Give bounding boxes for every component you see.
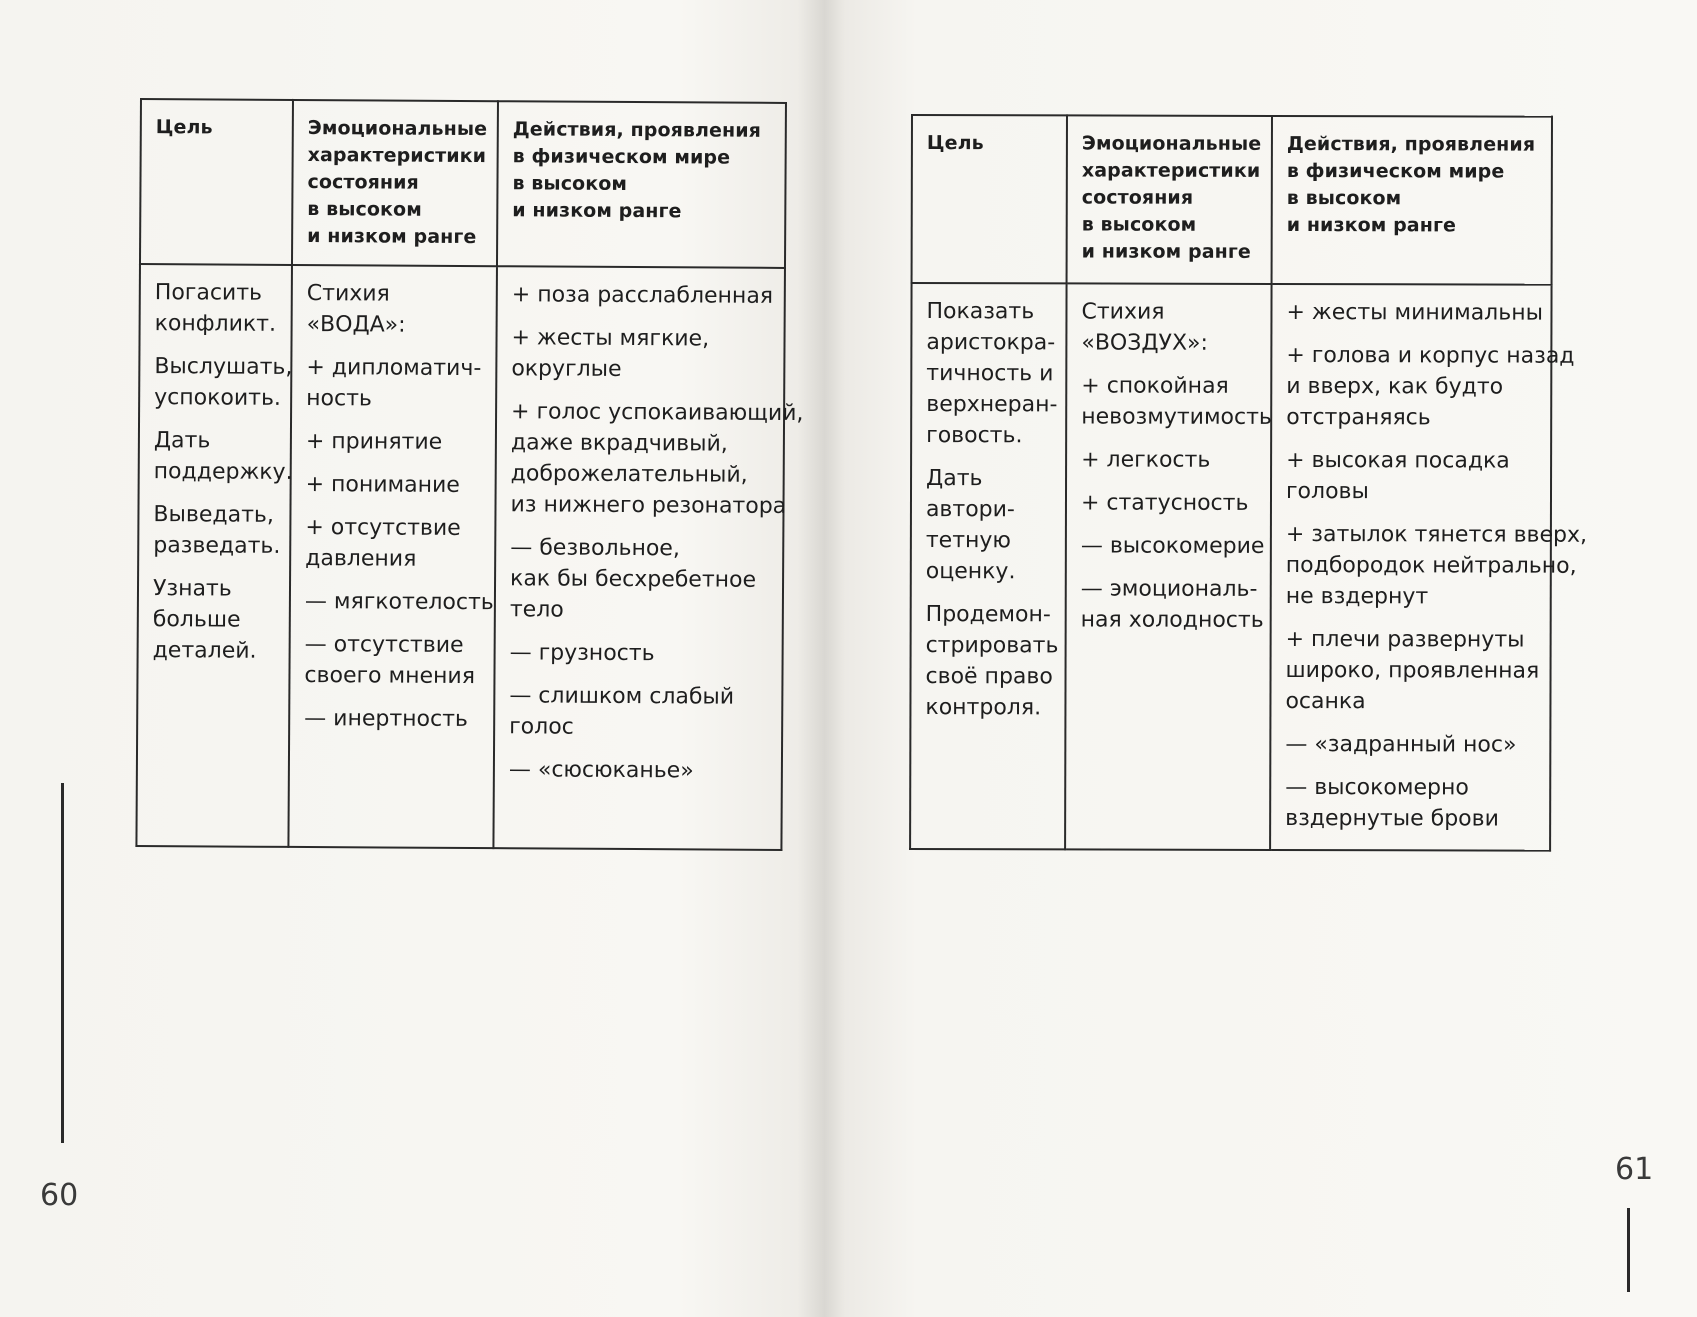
cell-entry	[1286, 445, 1540, 508]
header-physical-actions	[497, 101, 786, 268]
cell-entry	[304, 586, 494, 618]
emotion-cell	[1065, 283, 1271, 850]
cell-line: — мягкотелость	[304, 589, 494, 616]
cell-line: — отсутствие	[304, 632, 464, 658]
header-line: и низком ранге	[307, 225, 477, 249]
cell-line: не вздернут	[1285, 583, 1429, 610]
header-line: состояния	[307, 171, 419, 194]
header-line: состояния	[1081, 186, 1194, 209]
cell-line: + затылок тянется вверх,	[1285, 521, 1588, 548]
rank-table-air	[909, 114, 1588, 852]
cell-line: + жесты минимальны	[1286, 299, 1544, 326]
cell-line: вздернутые брови	[1285, 805, 1499, 832]
header-line: и низком ранге	[1286, 213, 1457, 237]
cell-line: говость.	[926, 423, 1023, 449]
cell-line: — высокомерие	[1080, 533, 1265, 559]
cell-entry	[511, 322, 773, 386]
header-line: Эмоциональные	[307, 117, 488, 141]
page-number: 61	[1615, 1152, 1654, 1187]
cell-line: + плечи развернуты	[1285, 626, 1525, 653]
cell-line: доброжелательный,	[510, 461, 748, 488]
table-row	[910, 283, 1551, 851]
header-line: характеристики	[307, 144, 487, 168]
cell-line: округлые	[511, 356, 622, 382]
cell-line: аристокра-	[926, 330, 1056, 356]
cell-line: невозмутимость	[1081, 404, 1272, 430]
cell-line: — «сюсюканье»	[508, 757, 694, 784]
cell-entry	[1080, 530, 1265, 561]
cell-line: и вверх, как будто	[1286, 373, 1504, 400]
table-row	[136, 264, 785, 850]
table-header-row	[140, 99, 786, 268]
cell-line: больше	[152, 607, 241, 633]
cell-line: — «задранный нос»	[1285, 731, 1517, 758]
cell-line: стрировать	[925, 633, 1059, 659]
header-goal	[912, 115, 1067, 283]
action-cell	[1270, 284, 1588, 851]
cell-line: конфликт.	[154, 311, 277, 337]
header-line: и низком ранге	[1081, 240, 1251, 263]
cell-line: — эмоциональ-	[1080, 576, 1258, 602]
header-goal	[140, 99, 293, 265]
cell-entry	[509, 680, 771, 744]
cell-line: — безвольное,	[510, 535, 680, 562]
cell-entry	[153, 499, 279, 562]
cell-entry	[509, 754, 771, 787]
cell-line: Показать	[926, 299, 1035, 325]
header-line: в высоком	[1286, 186, 1402, 210]
cell-entry	[306, 352, 485, 415]
cell-line: Стихия	[1081, 299, 1165, 325]
cell-entry	[510, 396, 804, 522]
cell-entry	[306, 426, 485, 458]
margin-rule	[1627, 1208, 1630, 1292]
header-line: в физическом мире	[512, 145, 731, 169]
cell-entry	[153, 425, 293, 488]
header-line: Цель	[155, 116, 213, 139]
header-line: в высоком	[1081, 213, 1197, 236]
cell-line: давления	[305, 546, 417, 572]
table-header-row	[912, 115, 1552, 285]
cell-line: верхнеран-	[926, 392, 1058, 418]
cell-line: + поза расслабленная	[511, 282, 774, 309]
cell-line: Погасить	[154, 280, 263, 306]
cell-entry	[153, 573, 280, 667]
cell-line: голос	[509, 714, 574, 740]
cell-line: ность	[306, 386, 372, 412]
cell-line: тичность и	[926, 361, 1054, 387]
header-line: Эмоциональные	[1081, 132, 1262, 155]
cell-entry	[925, 599, 1059, 723]
cell-line: успокоить.	[154, 385, 282, 411]
cell-line: подбородок нейтрально,	[1285, 552, 1577, 579]
cell-line: отстраняясь	[1286, 404, 1431, 431]
cell-line: Узнать	[152, 576, 232, 602]
cell-entry	[154, 351, 293, 414]
cell-line: + понимание	[305, 472, 460, 498]
cell-entry	[926, 463, 1055, 587]
cell-entry	[1081, 487, 1260, 518]
header-line: Цель	[926, 132, 984, 155]
cell-entry	[307, 278, 486, 341]
cell-entry	[1285, 624, 1539, 718]
header-line: в высоком	[512, 172, 628, 195]
cell-line: даже вкрадчивый,	[510, 430, 728, 457]
page-number: 60	[40, 1178, 79, 1213]
cell-line: своё право	[925, 664, 1053, 690]
cell-line: + голос успокаивающий,	[511, 399, 804, 427]
cell-entry	[1285, 519, 1588, 613]
cell-line: + принятие	[305, 429, 443, 455]
cell-line: — слишком слабый	[509, 683, 735, 710]
cell-line: + отсутствие	[305, 515, 461, 541]
cell-entry	[155, 277, 281, 340]
cell-line: Стихия	[306, 281, 390, 307]
cell-entry	[1286, 340, 1575, 434]
cell-line: «ВОЗДУХ»:	[1081, 330, 1208, 356]
rank-table-water	[135, 98, 804, 851]
cell-line: + голова и корпус назад	[1286, 342, 1575, 369]
header-emotional-characteristics	[292, 100, 498, 266]
emotion-cell	[288, 265, 497, 848]
cell-entry	[306, 469, 485, 501]
action-cell	[493, 266, 804, 850]
goal-cell	[136, 264, 292, 847]
cell-line: + жесты мягкие,	[511, 325, 710, 352]
cell-line: оценку.	[925, 559, 1016, 585]
cell-entry	[304, 629, 483, 692]
cell-line: своего мнения	[304, 663, 476, 690]
cell-line: деталей.	[152, 638, 257, 664]
cell-line: — высокомерно	[1285, 774, 1469, 801]
header-line: Действия, проявления	[512, 118, 762, 142]
cell-line: + статусность	[1080, 490, 1249, 516]
cell-line: + высокая посадка	[1286, 447, 1510, 474]
cell-line: широко, проявленная	[1285, 657, 1540, 684]
cell-entry	[1286, 297, 1544, 329]
cell-line: Продемон-	[925, 602, 1051, 628]
cell-line: как бы бесхребетное	[509, 566, 757, 593]
cell-entry	[1081, 444, 1260, 475]
header-line: и низком ранге	[512, 199, 682, 223]
cell-line: разведать.	[153, 533, 281, 559]
cell-entry	[1080, 573, 1264, 635]
cell-entry	[1081, 370, 1272, 432]
cell-entry	[512, 279, 774, 312]
page-60	[0, 0, 818, 1317]
cell-line: головы	[1285, 478, 1369, 505]
cell-line: ная холодность	[1080, 607, 1264, 633]
cell-line: + дипломатич-	[306, 355, 482, 382]
cell-entry	[1285, 729, 1539, 761]
cell-line: тетную	[925, 528, 1012, 554]
cell-entry	[305, 512, 484, 575]
cell-line: — инертность	[304, 706, 469, 733]
cell-entry	[510, 637, 772, 670]
cell-entry	[304, 703, 483, 735]
cell-line: тело	[509, 597, 564, 623]
cell-entry	[1081, 296, 1260, 358]
cell-line: автори-	[925, 497, 1015, 523]
cell-line: + спокойная	[1081, 373, 1229, 399]
header-line: Действия, проявления	[1286, 132, 1536, 156]
cell-line: осанка	[1285, 688, 1366, 715]
cell-line: контроля.	[925, 695, 1042, 721]
margin-rule	[61, 783, 64, 1143]
cell-line: «ВОДА»:	[306, 312, 406, 338]
cell-line: Выслушать,	[154, 354, 293, 380]
header-emotional-characteristics	[1067, 115, 1272, 284]
cell-entry	[1285, 772, 1539, 835]
cell-line: + легкость	[1081, 447, 1211, 473]
goal-cell	[910, 283, 1066, 849]
header-line: характеристики	[1081, 159, 1261, 182]
header-line: в физическом мире	[1286, 159, 1505, 183]
cell-line: Выведать,	[153, 502, 274, 528]
cell-line: поддержку.	[153, 459, 293, 485]
cell-line: Дать	[153, 428, 211, 454]
page-61	[818, 0, 1697, 1317]
cell-line: Дать	[926, 466, 983, 492]
cell-line: — грузность	[509, 640, 655, 667]
cell-line: из нижнего резонатора	[510, 492, 787, 519]
header-line: в высоком	[307, 198, 422, 221]
header-physical-actions	[1272, 116, 1552, 285]
cell-entry	[926, 296, 1058, 451]
cell-entry	[510, 532, 773, 627]
